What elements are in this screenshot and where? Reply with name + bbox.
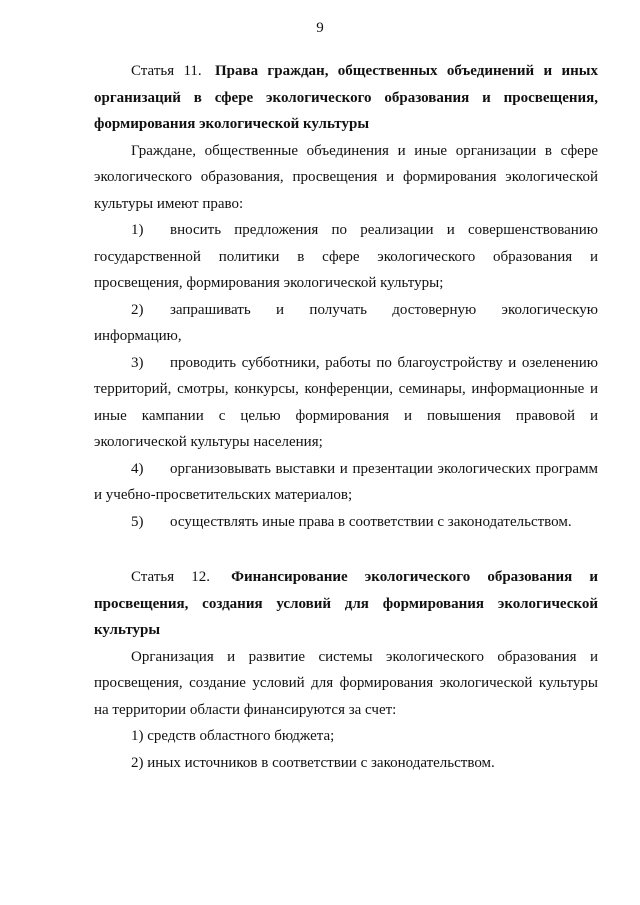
- article-11-item-3: [94, 350, 598, 456]
- article-11: [94, 58, 598, 535]
- article-12-title: Финансирование экологического образования и просвещения, создания условий для формирования экологической культуры: [94, 569, 598, 638]
- article-11-item-1: [94, 217, 598, 297]
- article-12-item-2: 2) иных источников в соответствии с законодательством.: [131, 754, 495, 771]
- article-11-title: Права граждан, общественных объединений и иных организаций в сфере экологического образования и просвещения, формирования экологической культуры: [94, 63, 598, 132]
- article-12-label: Статья 12.: [131, 569, 210, 585]
- item-text: запрашивать и получать достоверную экологическую информацию,: [94, 301, 598, 344]
- document-body: [94, 58, 598, 776]
- item-number: 1): [131, 222, 144, 238]
- item-text: организовывать выставки и презентации экологических программ и учебно-просветительских материалов;: [94, 460, 598, 503]
- article-12-intro: Организация и развитие системы экологического образования и просвещения, создание условий для формирования экологической культуры на территории области финансируются за счет:: [94, 648, 598, 718]
- article-11-item-5: [94, 509, 598, 536]
- article-12-heading: [94, 564, 598, 644]
- page-number: 9: [316, 20, 324, 36]
- article-11-item-4: [94, 456, 598, 509]
- item-number: 3): [131, 354, 144, 371]
- article-11-label: Статья 11.: [131, 63, 202, 79]
- item-number: 5): [131, 513, 144, 530]
- item-text: осуществлять иные права в соответствии с законодательством.: [170, 513, 572, 530]
- item-number: 2): [131, 301, 144, 318]
- item-number: 4): [131, 460, 144, 477]
- item-text: вносить предложения по реализации и совершенствованию государственной политики в сфере экологического образования и просвещения, формирования экологической культуры;: [94, 222, 598, 291]
- item-text: проводить субботники, работы по благоустройству и озеленению территорий, смотры, конкурсы, конференции, семинары, информационные и иные кампании с целью формирования и повышения правовой и экологической культуры населения;: [94, 354, 598, 450]
- article-12: [94, 564, 598, 776]
- article-12-item-1: 1) средств областного бюджета;: [131, 728, 335, 744]
- article-11-intro: Граждане, общественные объединения и иные организации в сфере экологического образования, просвещения и формирования экологической культуры имеют право:: [94, 142, 598, 212]
- article-11-item-2: [94, 297, 598, 350]
- section-spacer: [94, 535, 598, 564]
- article-11-heading: [94, 58, 598, 138]
